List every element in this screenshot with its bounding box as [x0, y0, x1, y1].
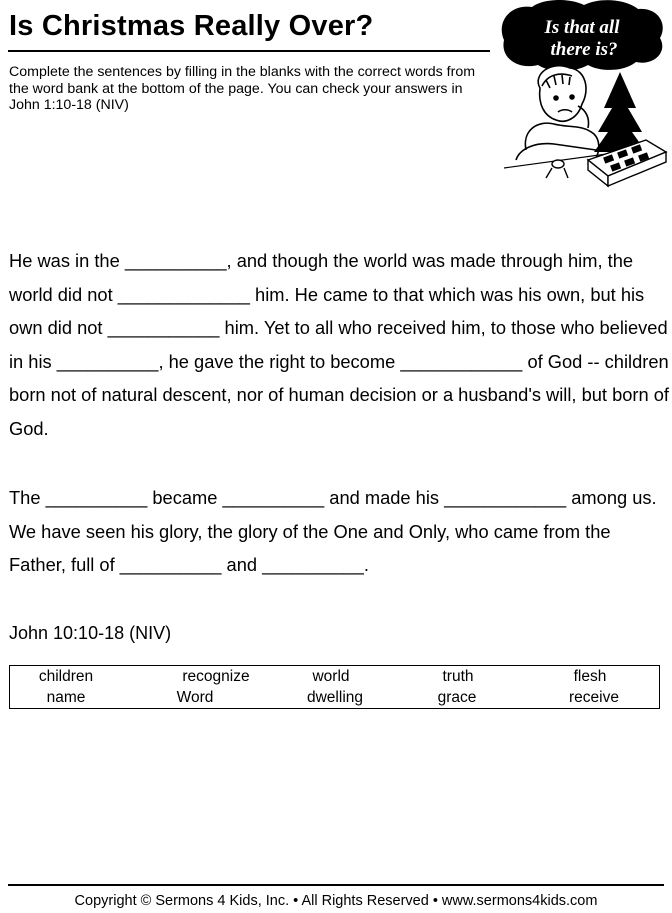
answer-blank[interactable]: ___________ — [107, 317, 220, 339]
passage-text: He was in the — [9, 250, 120, 271]
passage-text: became — [152, 487, 218, 508]
passage-1 — [9, 244, 669, 446]
passage-text: The — [9, 487, 41, 508]
scripture-reference: John 10:10-18 (NIV) — [9, 623, 172, 643]
passage-text: , and though the world was made through him, the world did not — [9, 250, 634, 305]
word-bank-word: grace — [437, 689, 477, 706]
cartoon-illustration — [496, 0, 668, 190]
passage-text: among us. We have seen his glory, the glory of the One and Only, who came from the Father, full of — [9, 487, 657, 576]
title-divider — [8, 50, 490, 52]
word-bank-word: recognize — [182, 668, 250, 685]
word-bank-word: flesh — [573, 668, 607, 685]
word-bank-word: world — [312, 668, 350, 685]
page-title: Is Christmas Really Over? — [9, 10, 374, 42]
answer-blank[interactable]: _____________ — [117, 283, 250, 305]
word-bank-word: truth — [442, 668, 474, 685]
answer-blank[interactable]: __________ — [45, 487, 148, 508]
bubble-line-1: Is that all — [544, 17, 620, 38]
bubble-line-2: there is? — [550, 39, 618, 60]
answer-blank[interactable]: __________ — [119, 554, 222, 576]
copyright-footer: Copyright © Sermons 4 Kids, Inc. • All Rights Reserved • www.sermons4kids.com — [74, 893, 598, 909]
answer-blank[interactable]: ____________ — [444, 487, 567, 508]
instructions: Complete the sentences by filling in the blanks with the correct words from the word bank at the bottom of the page. You can check your answers in John 1:10-18 (NIV) — [9, 64, 476, 113]
answer-blank[interactable]: __________ — [124, 250, 227, 271]
footer-divider — [8, 884, 664, 886]
passage-text: and — [226, 554, 258, 576]
passage-text: . — [363, 554, 369, 576]
word-bank-word: name — [46, 689, 86, 706]
answer-blank[interactable]: ____________ — [400, 350, 523, 372]
passage-2 — [9, 481, 669, 582]
passage-text: him. Yet to all who received him, to those who believed in his — [9, 317, 668, 372]
answer-blank[interactable]: __________ — [222, 487, 325, 508]
word-bank-word: dwelling — [306, 689, 364, 706]
passage-text: him. He came to that which was his own, but his own did not — [9, 283, 645, 339]
word-bank-word: children — [38, 668, 94, 685]
passage-text: , he gave the right to become — [158, 350, 396, 372]
passage-text: of God -- children born not of natural descent, nor of human decision or a husband's will, but born of God. — [9, 350, 669, 439]
word-bank — [9, 665, 660, 709]
answer-blank[interactable]: __________ — [56, 350, 159, 372]
answer-blank[interactable]: __________ — [262, 554, 364, 576]
word-bank-word: Word — [176, 689, 214, 706]
word-bank-word: receive — [569, 689, 619, 706]
passage-text: and made his — [329, 487, 440, 508]
